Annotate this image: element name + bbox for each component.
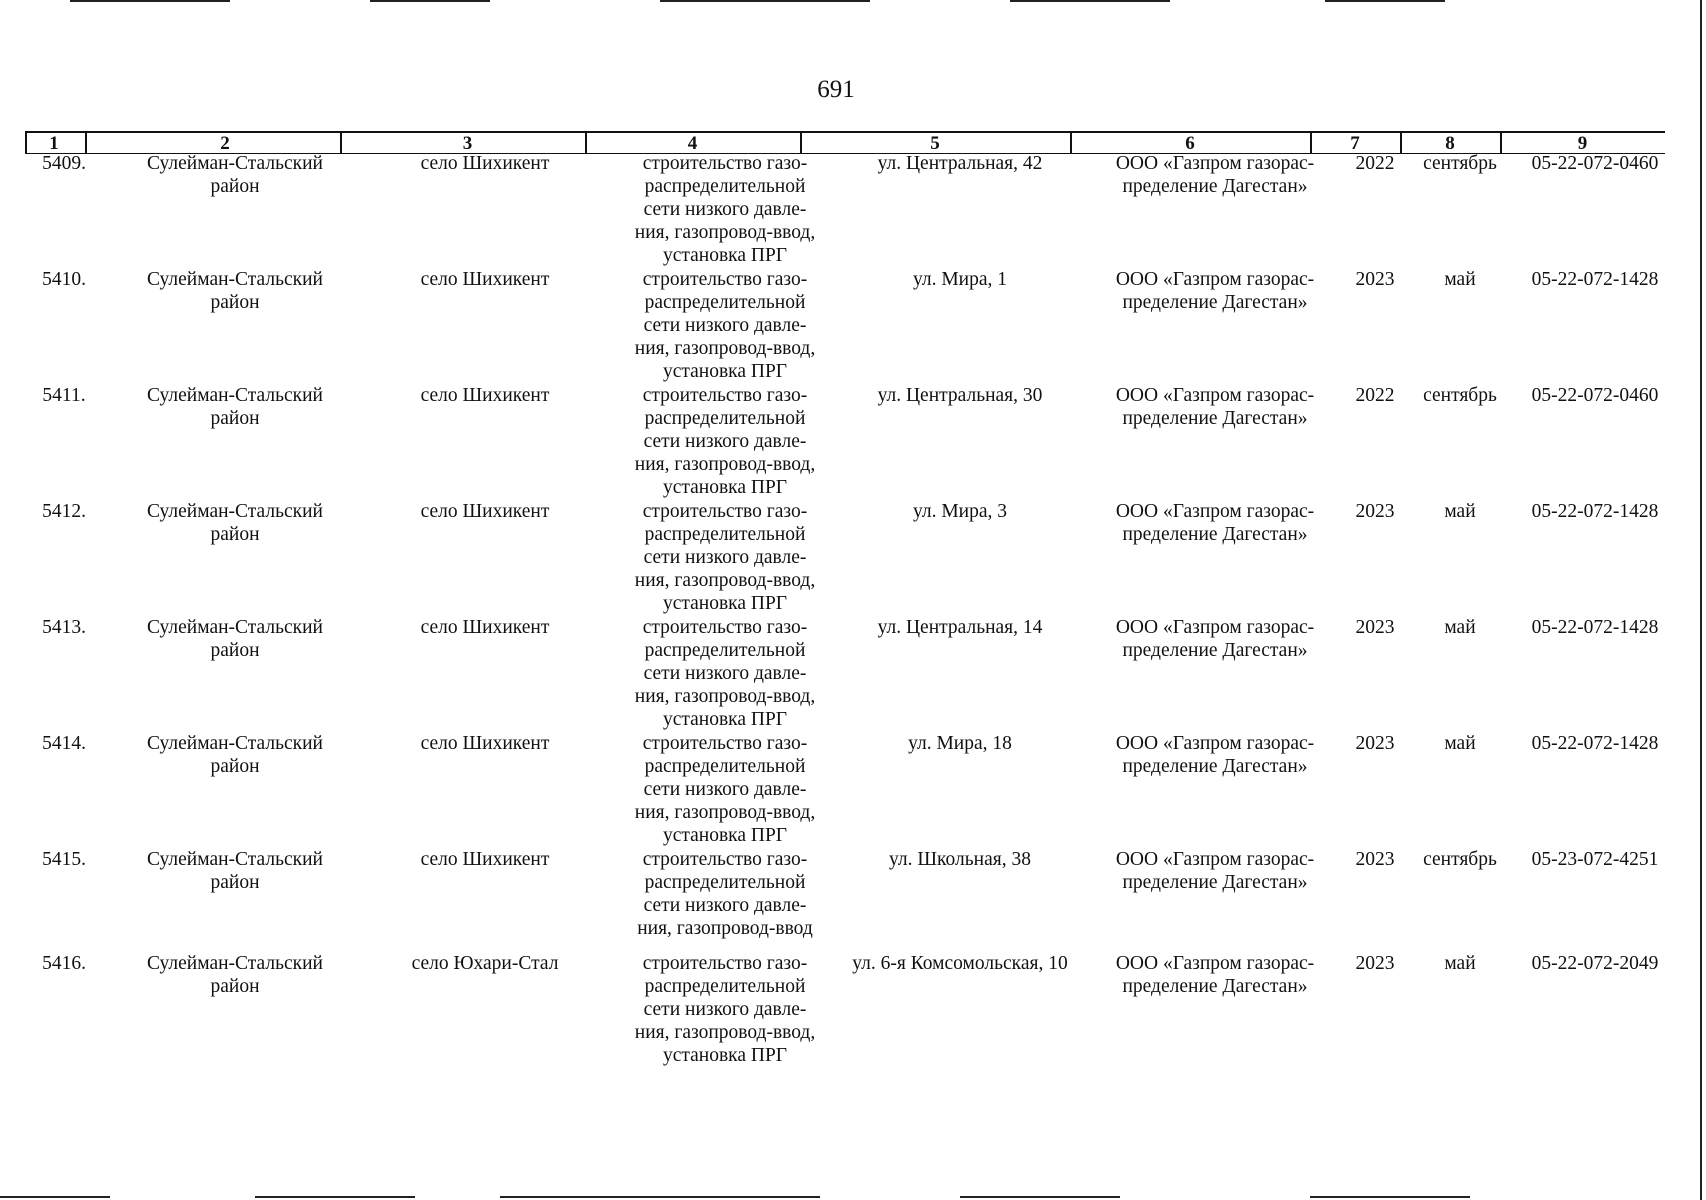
address-cell: ул. Центральная, 42 [877, 153, 1043, 174]
code-cell: 05-22-072-1428 [1531, 269, 1659, 290]
code-cell: 05-22-072-1428 [1531, 733, 1659, 754]
scan-edge-top-5 [1325, 0, 1445, 2]
settlement-cell: село Юхари-Стал [411, 953, 559, 974]
district-cell: Сулейман-Стальский район [147, 269, 323, 313]
code-cell: 05-23-072-4251 [1531, 849, 1659, 870]
row-number: 5412. [42, 501, 86, 522]
year-cell: 2023 [1355, 953, 1395, 974]
header-col-8: 8 [1445, 133, 1455, 154]
scan-edge-top-3 [660, 0, 870, 2]
page-number: 691 [817, 76, 855, 103]
scan-edge-bottom-1 [0, 1196, 110, 1198]
month-cell: сентябрь [1423, 153, 1497, 174]
work-cell: строительство газо- распределительной сети низкого давле- ния, газопровод-ввод, установка ПРГ [634, 153, 816, 266]
settlement-cell: село Шихикент [420, 385, 550, 406]
header-col-6: 6 [1185, 133, 1195, 154]
row-number: 5409. [42, 153, 86, 174]
year-cell: 2023 [1355, 733, 1395, 754]
organization-cell: ООО «Газпром газорас- пределение Дагестан» [1115, 385, 1315, 429]
month-cell: май [1444, 733, 1476, 754]
organization-cell: ООО «Газпром газорас- пределение Дагестан» [1115, 733, 1315, 777]
work-cell: строительство газо- распределительной сети низкого давле- ния, газопровод-ввод [637, 849, 813, 939]
year-cell: 2023 [1355, 849, 1395, 870]
row-number: 5414. [42, 733, 86, 754]
scan-edge-right [1700, 0, 1702, 1200]
organization-cell: ООО «Газпром газорас- пределение Дагестан» [1115, 953, 1315, 997]
district-cell: Сулейман-Стальский район [147, 153, 323, 197]
address-cell: ул. Мира, 3 [912, 501, 1008, 522]
district-cell: Сулейман-Стальский район [147, 733, 323, 777]
district-cell: Сулейман-Стальский район [147, 385, 323, 429]
scan-edge-bottom-3 [500, 1196, 820, 1198]
settlement-cell: село Шихикент [420, 733, 550, 754]
code-cell: 05-22-072-1428 [1531, 617, 1659, 638]
scan-edge-top-4 [1010, 0, 1170, 2]
settlement-cell: село Шихикент [420, 501, 550, 522]
month-cell: май [1444, 953, 1476, 974]
organization-cell: ООО «Газпром газорас- пределение Дагестан» [1115, 153, 1315, 197]
scan-edge-top-1 [70, 0, 230, 2]
header-col-2: 2 [220, 133, 230, 154]
work-cell: строительство газо- распределительной сети низкого давле- ния, газопровод-ввод, установка ПРГ [634, 733, 816, 846]
address-cell: ул. Мира, 1 [912, 269, 1008, 290]
work-cell: строительство газо- распределительной сети низкого давле- ния, газопровод-ввод, установка ПРГ [634, 617, 816, 730]
row-number: 5416. [42, 953, 86, 974]
address-cell: ул. Центральная, 30 [877, 385, 1043, 406]
scan-edge-bottom-4 [960, 1196, 1120, 1198]
organization-cell: ООО «Газпром газорас- пределение Дагестан» [1115, 501, 1315, 545]
year-cell: 2023 [1355, 501, 1395, 522]
row-number: 5415. [42, 849, 86, 870]
district-cell: Сулейман-Стальский район [147, 617, 323, 661]
header-col-4: 4 [687, 133, 698, 154]
header-col-1: 1 [49, 133, 59, 154]
district-cell: Сулейман-Стальский район [147, 501, 323, 545]
year-cell: 2022 [1355, 385, 1395, 406]
scan-edge-bottom-5 [1310, 1196, 1470, 1198]
code-cell: 05-22-072-0460 [1531, 385, 1659, 406]
address-cell: ул. Мира, 18 [908, 733, 1012, 754]
district-cell: Сулейман-Стальский район [147, 953, 323, 997]
settlement-cell: село Шихикент [420, 617, 550, 638]
district-cell: Сулейман-Стальский район [147, 849, 323, 893]
settlement-cell: село Шихикент [420, 153, 550, 174]
header-col-3: 3 [462, 133, 473, 154]
work-cell: строительство газо- распределительной сети низкого давле- ния, газопровод-ввод, установка ПРГ [634, 953, 816, 1066]
work-cell: строительство газо- распределительной сети низкого давле- ния, газопровод-ввод, установка ПРГ [634, 269, 816, 382]
work-cell: строительство газо- распределительной сети низкого давле- ния, газопровод-ввод, установка ПРГ [634, 501, 816, 614]
scan-edge-bottom-2 [255, 1196, 415, 1198]
work-cell: строительство газо- распределительной сети низкого давле- ния, газопровод-ввод, установка ПРГ [634, 385, 816, 498]
code-cell: 05-22-072-1428 [1531, 501, 1659, 522]
year-cell: 2023 [1355, 617, 1395, 638]
organization-cell: ООО «Газпром газорас- пределение Дагестан» [1115, 269, 1315, 313]
month-cell: сентябрь [1423, 385, 1497, 406]
header-col-5: 5 [930, 133, 940, 154]
settlement-cell: село Шихикент [420, 849, 550, 870]
organization-cell: ООО «Газпром газорас- пределение Дагестан» [1115, 849, 1315, 893]
month-cell: май [1444, 269, 1476, 290]
month-cell: сентябрь [1423, 849, 1497, 870]
address-cell: ул. 6-я Комсомольская, 10 [852, 953, 1068, 974]
month-cell: май [1444, 617, 1476, 638]
year-cell: 2023 [1355, 269, 1395, 290]
code-cell: 05-22-072-0460 [1531, 153, 1659, 174]
month-cell: май [1444, 501, 1476, 522]
year-cell: 2022 [1355, 153, 1395, 174]
header-col-7: 7 [1350, 133, 1360, 154]
table-header [25, 131, 1665, 154]
row-number: 5410. [42, 269, 86, 290]
scan-edge-top-2 [370, 0, 490, 2]
row-number: 5413. [42, 617, 86, 638]
address-cell: ул. Школьная, 38 [889, 849, 1031, 870]
organization-cell: ООО «Газпром газорас- пределение Дагестан» [1115, 617, 1315, 661]
header-col-9: 9 [1577, 133, 1588, 154]
settlement-cell: село Шихикент [420, 269, 550, 290]
row-number: 5411. [42, 385, 86, 406]
address-cell: ул. Центральная, 14 [877, 617, 1043, 638]
code-cell: 05-22-072-2049 [1531, 953, 1659, 974]
